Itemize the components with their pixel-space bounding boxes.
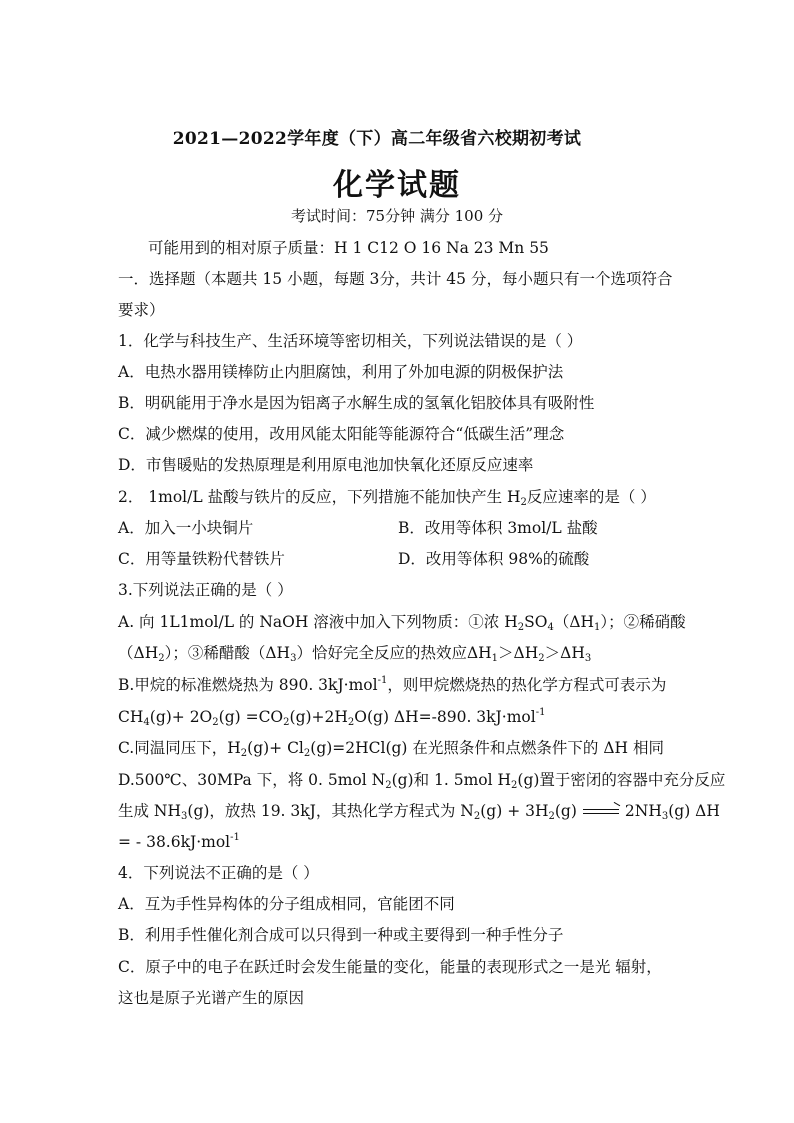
q4-option-b: B．利用手性催化剂合成可以只得到一种或主要得到一种手性分子 xyxy=(118,926,564,944)
q2-option-c: C．用等量铁粉代替铁片 xyxy=(118,550,285,568)
section-heading-line2: 要求） xyxy=(118,301,165,319)
q2-option-d: D．改用等体积 98%的硫酸 xyxy=(398,550,590,568)
q2-option-b: B．改用等体积 3mol/L 盐酸 xyxy=(398,519,598,537)
q2-options-row1 xyxy=(118,518,678,538)
q3-option-d-line3: = - 38.6kJ·mol$^{-1}$ xyxy=(118,832,240,851)
q2-option-a: A．加入一小块铜片 xyxy=(118,519,254,537)
exam-info: 考试时间：75分钟 满分 100 分 xyxy=(290,207,504,225)
q3-option-d-line2: 生成 $NH_3(g)$，放热 19. 3kJ，其热化学方程式为 $N_2(g) + 3H_2(g)$ $2NH_3(g)$ ΔH xyxy=(118,802,720,822)
q3-option-b-line1: B.甲烷的标准燃烧热为 890. 3kJ·mol$^{-1}$，则甲烷燃烧热的热化学方程式可表示为 xyxy=(118,675,667,694)
q3-option-a-line1: A. 向 1L1mol/L 的 NaOH 溶液中加入下列物质：①浓 $H_2SO_4(\Delta H_1)$；②稀硝酸 xyxy=(118,613,686,633)
q1-option-d: D．市售暖贴的发热原理是利用原电池加快氧化还原反应速率 xyxy=(118,456,534,474)
q3-stem: 3.下列说法正确的是（ ） xyxy=(118,581,293,599)
q2-options-row2 xyxy=(118,549,678,569)
q1-option-c: C．减少燃煤的使用，改用风能太阳能等能源符合“低碳生活”理念 xyxy=(118,425,565,443)
q4-option-c-line2: 这也是原子光谱产生的原因 xyxy=(118,989,305,1007)
q1-option-a: A．电热水器用镁棒防止内胆腐蚀，利用了外加电源的阴极保护法 xyxy=(118,363,564,381)
q1-option-b: B．明矾能用于净水是因为铝离子水解生成的氢氧化铝胶体具有吸附性 xyxy=(118,394,595,412)
atomic-masses: 可能用到的相对原子质量：H 1 C12 O 16 Na 23 Mn 55 xyxy=(148,239,549,257)
q3-option-d-line1: D.500℃、30MPa 下，将 0. 5mol $N_2(g)$和 1. 5mol $H_2(g)$置于密闭的容器中充分反应 xyxy=(118,771,726,791)
equilibrium-arrow-icon xyxy=(581,806,621,818)
q4-stem: 4．下列说法不正确的是（ ） xyxy=(118,864,319,882)
exam-title: 2021—2022学年度（下）高二年级省六校期初考试 xyxy=(172,129,582,149)
q3-option-c: C.同温同压下，$H_2(g)+ Cl_2(g)=2HCl(g)$ 在光照条件和点燃条件下的 ΔH 相同 xyxy=(118,739,664,759)
q1-stem: 1．化学与科技生产、生活环境等密切相关，下列说法错误的是（ ） xyxy=(118,332,583,350)
q2-stem: 2． 1mol/L 盐酸与铁片的反应，下列措施不能加快产生 $H_2$反应速率的是（ ） xyxy=(118,488,656,508)
q3-option-b-line2: $CH_4(g)+ 2O_2(g) =CO_2(g)+2H_2O(g)$ ΔH=-890. 3kJ·mol$^{-1}$ xyxy=(118,707,546,728)
q4-option-c-line1: C．原子中的电子在跃迁时会发生能量的变化，能量的表现形式之一是光 辐射， xyxy=(118,958,662,976)
section-heading-line1: 一．选择题（本题共 15 小题，每题 3分，共计 45 分，每小题只有一个选项符合 xyxy=(118,270,673,288)
subject-title: 化学试题 xyxy=(333,168,461,203)
q3-option-a-line2: $(\Delta H_2)$；③稀醋酸$(\Delta H_3)$恰好完全反应的热效应$\Delta H_1>\Delta H_2>\Delta H_3$ xyxy=(118,644,592,664)
q4-option-a: A．互为手性异构体的分子组成相同，官能团不同 xyxy=(118,895,455,913)
